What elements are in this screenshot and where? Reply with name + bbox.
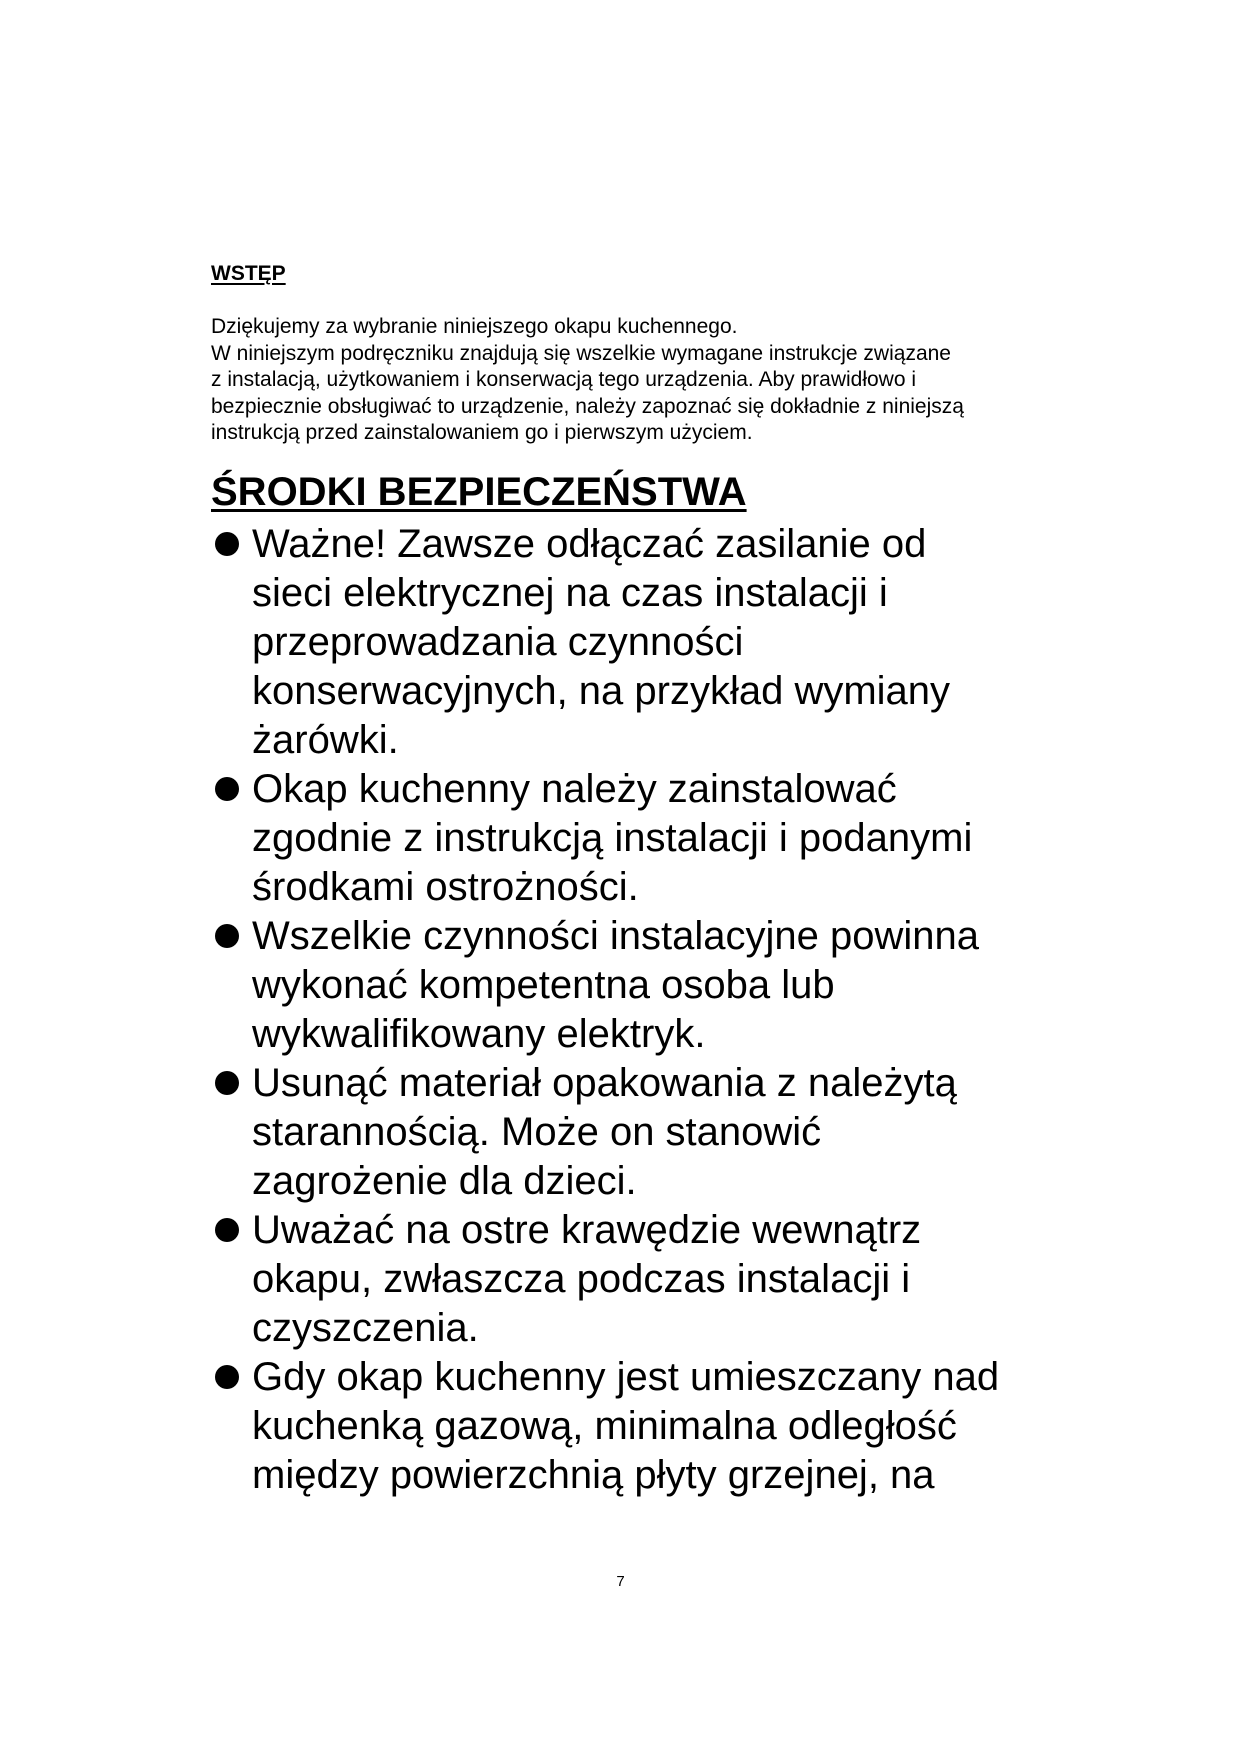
bullet-icon — [215, 1071, 239, 1095]
item-line: żarówki. — [252, 718, 399, 762]
intro-line: W niniejszym podręczniku znajdują się wszelkie wymagane instrukcje związane — [211, 341, 951, 365]
item-line: zgodnie z instrukcją instalacji i podanymi — [252, 816, 973, 860]
item-line: między powierzchnią płyty grzejnej, na — [252, 1453, 935, 1497]
intro-line: z instalacją, użytkowaniem i konserwacją tego urządzenia. Aby prawidłowo i — [211, 368, 917, 391]
item-line: Gdy okap kuchenny jest umieszczany nad — [252, 1355, 1000, 1399]
item-line: środkami ostrożności. — [252, 865, 639, 909]
item-line: Okap kuchenny należy zainstalować — [252, 767, 897, 811]
intro-line: Dziękujemy za wybranie niniejszego okapu kuchennego. — [211, 315, 738, 338]
bullet-icon — [215, 924, 239, 948]
safety-item — [211, 1353, 1091, 1500]
item-line: zagrożenie dla dzieci. — [252, 1159, 637, 1203]
item-line: okapu, zwłaszcza podczas instalacji i — [252, 1257, 911, 1301]
safety-item — [211, 520, 1091, 765]
item-line: Usunąć materiał opakowania z należytą — [252, 1061, 957, 1105]
item-line: wykonać kompetentna osoba lub — [252, 963, 835, 1007]
safety-item — [211, 1059, 1091, 1206]
bullet-icon — [215, 532, 239, 556]
item-line: kuchenką gazową, minimalna odległość — [252, 1404, 957, 1448]
item-line: Uważać na ostre krawędzie wewnątrz — [252, 1208, 922, 1252]
intro-paragraph — [211, 314, 1091, 447]
safety-heading: ŚRODKI BEZPIECZEŃSTWA — [211, 470, 747, 514]
item-line: przeprowadzania czynności — [252, 620, 744, 664]
safety-list — [211, 520, 1091, 1500]
intro-heading: WSTĘP — [211, 262, 286, 285]
item-line: Wszelkie czynności instalacyjne powinna — [252, 914, 979, 958]
safety-item — [211, 765, 1091, 912]
safety-item — [211, 1206, 1091, 1353]
page-number: 7 — [616, 1573, 625, 1590]
bullet-icon — [215, 1365, 239, 1389]
item-line: sieci elektrycznej na czas instalacji i — [252, 571, 888, 615]
item-line: Ważne! Zawsze odłączać zasilanie od — [252, 522, 927, 566]
safety-item — [211, 912, 1091, 1059]
item-line: czyszczenia. — [252, 1306, 479, 1350]
intro-line: bezpiecznie obsługiwać to urządzenie, należy zapoznać się dokładnie z niniejszą — [211, 394, 964, 418]
bullet-icon — [215, 1218, 239, 1242]
item-line: starannością. Może on stanowić — [252, 1110, 822, 1154]
item-line: konserwacyjnych, na przykład wymiany — [252, 669, 951, 713]
intro-line: instrukcją przed zainstalowaniem go i pierwszym użyciem. — [211, 421, 753, 444]
item-line: wykwalifikowany elektryk. — [252, 1012, 706, 1056]
bullet-icon — [215, 777, 239, 801]
